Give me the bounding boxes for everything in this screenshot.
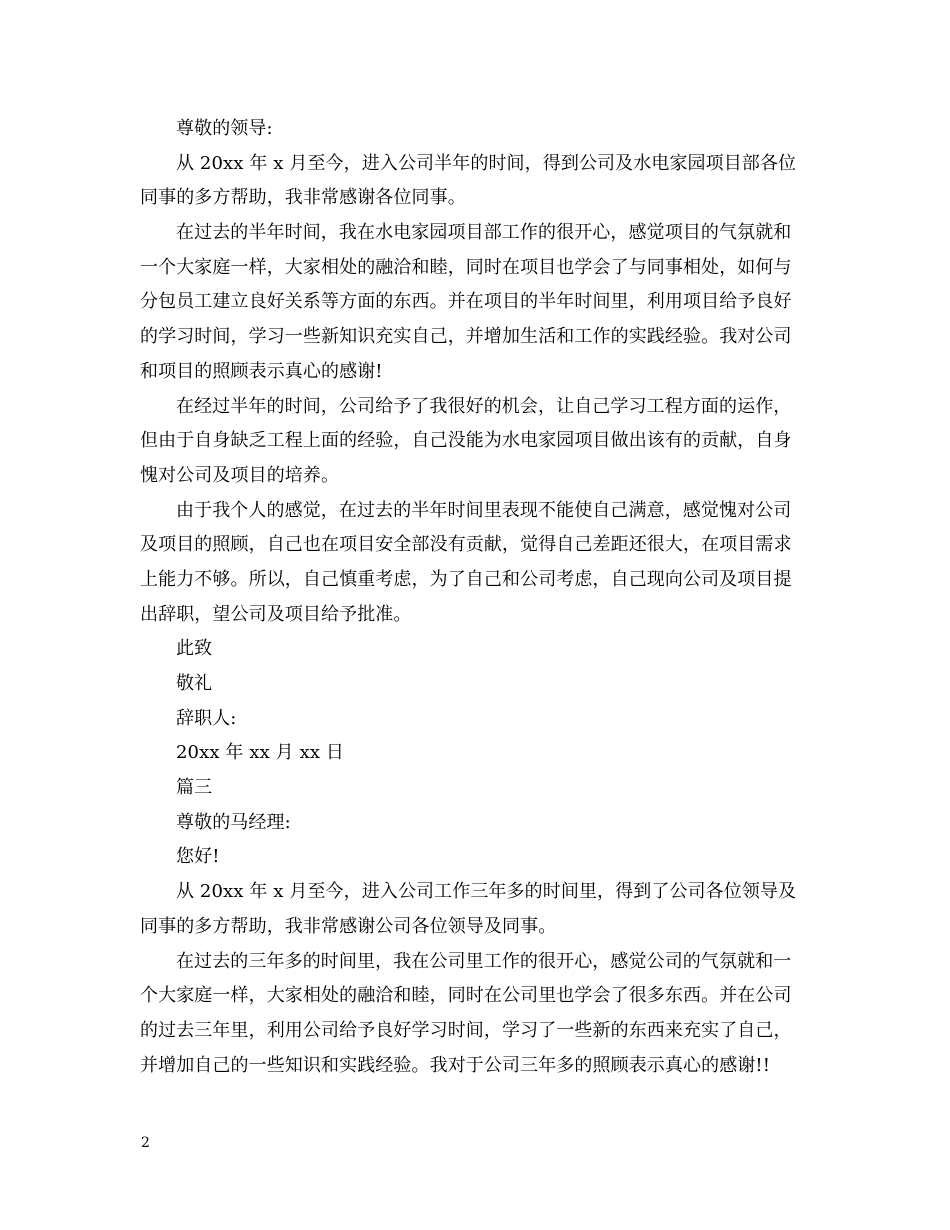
text-line: 从 20xx 年 x 月至今，进入公司半年的时间，得到公司及水电家园项目部各位 bbox=[176, 152, 797, 174]
letter-body bbox=[140, 112, 812, 1083]
text-line: 并增加自己的一些知识和实践经验。我对于公司三年多的照顾表示真心的感谢!! bbox=[140, 1054, 771, 1076]
text-line: 篇三 bbox=[176, 777, 213, 799]
text-line: 和项目的照顾表示真心的感谢! bbox=[140, 360, 383, 382]
text-line: 但由于自身缺乏工程上面的经验，自己没能为水电家园项目做出该有的贡献，自身 bbox=[140, 430, 792, 452]
text-line: 一个大家庭一样，大家相处的融洽和睦，同时在项目也学会了与同事相处，如何与 bbox=[140, 256, 792, 278]
text-line: 敬礼 bbox=[176, 673, 213, 694]
text-line: 及项目的照顾，自己也在项目安全部没有贡献，觉得自己差距还很大，在项目需求 bbox=[140, 534, 792, 556]
text-line: 辞职人: bbox=[176, 707, 237, 729]
text-line: 出辞职，望公司及项目给予批准。 bbox=[140, 603, 412, 625]
text-line: 在过去的三年多的时间里，我在公司里工作的很开心，感觉公司的气氛就和一 bbox=[176, 950, 792, 972]
text-line: 的学习时间，学习一些新知识充实自己，并增加生活和工作的实践经验。我对公司 bbox=[140, 326, 792, 348]
page-number: 2 bbox=[141, 1135, 150, 1151]
text-line: 的过去三年里，利用公司给予良好学习时间，学习了一些新的东西来充实了自己， bbox=[140, 1019, 792, 1041]
text-line: 上能力不够。所以，自己慎重考虑，为了自己和公司考虑，自己现向公司及项目提 bbox=[140, 568, 792, 590]
text-line: 由于我个人的感觉，在过去的半年时间里表现不能使自己满意，感觉愧对公司 bbox=[176, 499, 792, 521]
text-line: 愧对公司及项目的培养。 bbox=[140, 464, 340, 486]
text-line: 您好! bbox=[176, 846, 220, 868]
text-line: 此致 bbox=[176, 638, 213, 660]
text-line: 在过去的半年时间，我在水电家园项目部工作的很开心，感觉项目的气氛就和 bbox=[176, 222, 792, 244]
text-line: 分包员工建立良好关系等方面的东西。并在项目的半年时间里，利用项目给予良好 bbox=[140, 291, 792, 313]
text-line: 在经过半年的时间，公司给予了我很好的机会，让自己学习工程方面的运作， bbox=[176, 395, 792, 417]
text-line: 尊敬的领导: bbox=[176, 118, 273, 139]
text-line: 20xx 年 xx 月 xx 日 bbox=[176, 742, 345, 764]
text-line: 同事的多方帮助，我非常感谢公司各位领导及同事。 bbox=[140, 915, 557, 937]
text-line: 同事的多方帮助，我非常感谢各位同事。 bbox=[140, 187, 466, 209]
text-line: 个大家庭一样，大家相处的融洽和睦，同时在公司里也学会了很多东西。并在公司 bbox=[140, 985, 792, 1007]
text-line: 从 20xx 年 x 月至今，进入公司工作三年多的时间里，得到了公司各位领导及 bbox=[176, 881, 797, 903]
text-line: 尊敬的马经理: bbox=[176, 811, 291, 833]
